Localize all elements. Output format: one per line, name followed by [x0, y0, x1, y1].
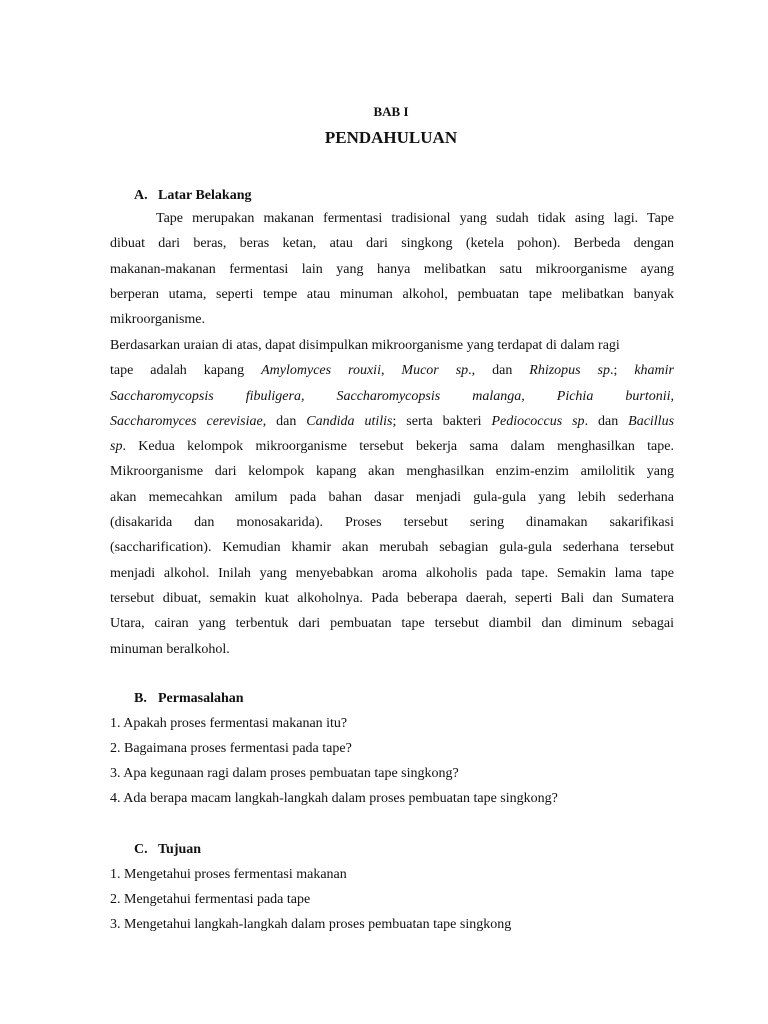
species-name: Rhizopus sp	[529, 363, 610, 379]
paragraph-line: (disakarida dan monosakarida). Proses tersebut sering dinamakan sakarifikasi	[110, 515, 674, 531]
paragraph-line: berperan utama, seperti tempe atau minuman alkohol, pembuatan tape melibatkan banyak	[110, 286, 674, 302]
section-b-title: Permasalahan	[158, 691, 244, 706]
list-item: 2. Mengetahui fermentasi pada tape	[110, 892, 311, 907]
species-name: Mucor sp	[401, 363, 469, 379]
paragraph-line	[110, 409, 674, 434]
paragraph-line	[110, 434, 674, 459]
paragraph-line: mikroorganisme.	[110, 312, 206, 328]
text-run: .;	[610, 363, 635, 379]
paragraph-1	[110, 206, 674, 332]
paragraph-line: Berdasarkan uraian di atas, dapat disimpulkan mikroorganisme yang terdapat di dalam ragi	[110, 338, 620, 353]
paragraph-line: Utara, cairan yang terbentuk dari pembuatan tape tersebut diambil dan diminum sebagai	[110, 616, 674, 632]
paragraph-line: dibuat dari beras, beras ketan, atau dari singkong (ketela pohon). Berbeda dengan	[110, 236, 674, 252]
list-item: 4. Ada berapa macam langkah-langkah dalam proses pembuatan tape singkong?	[110, 791, 558, 806]
paragraph-line: minuman beralkohol.	[110, 641, 230, 657]
paragraph-line: menjadi alkohol. Inilah yang menyebabkan aroma alkoholis pada tape. Semakin lama tape	[110, 565, 674, 581]
paragraph-line	[110, 384, 674, 409]
species-name: Saccharomyces cerevisiae	[110, 413, 263, 429]
text-run: . Kedua kelompok mikroorganisme tersebut bekerja sama dalam menghasilkan tape.	[122, 439, 674, 455]
section-a-heading	[134, 188, 251, 204]
paragraph-line: makanan-makanan fermentasi lain yang hanya melibatkan satu mikroorganisme ayang	[110, 261, 674, 277]
paragraph-line	[110, 358, 674, 383]
section-c-title: Tujuan	[158, 842, 202, 857]
section-a-title: Latar Belakang	[158, 188, 252, 203]
section-a-letter: A.	[134, 188, 148, 203]
paragraph-line: akan memecahkan amilum pada bahan dasar menjadi gula-gula yang lebih sederhana	[110, 489, 674, 505]
list-item: 3. Apa kegunaan ragi dalam proses pembuatan tape singkong?	[110, 766, 459, 781]
chapter-label: BAB I	[373, 104, 409, 119]
species-name: Saccharomycopsis fibuligera, Saccharomycopsis malanga, Pichia burtonii,	[110, 388, 674, 404]
paragraph-line: tersebut dibuat, semakin kuat alkoholnya. Pada beberapa daerah, seperti Bali dan Sumatera	[110, 590, 674, 606]
list-item: 3. Mengetahui langkah-langkah dalam proses pembuatan tape singkong	[110, 917, 512, 932]
paragraph-2	[110, 333, 674, 662]
species-name: Candida utilis	[306, 413, 393, 429]
list-item: 2. Bagaimana proses fermentasi pada tape?	[110, 741, 352, 756]
species-name: Amylomyces rouxii	[261, 363, 381, 379]
text-run: ,	[380, 363, 402, 379]
paragraph-line: Mikroorganisme dari kelompok kapang akan menghasilkan enzim-enzim amilolitik yang	[110, 464, 674, 480]
paragraph-line: Tape merupakan makanan fermentasi tradisional yang sudah tidak asing lagi. Tape	[156, 211, 674, 226]
list-item: 1. Mengetahui proses fermentasi makanan	[110, 867, 347, 882]
section-b-letter: B.	[134, 691, 147, 706]
chapter-title: PENDAHULUAN	[324, 128, 458, 147]
species-name: Bacillus	[628, 413, 675, 429]
text-run: tape adalah kapang	[110, 363, 262, 379]
species-name: khamir	[634, 363, 675, 379]
list-item: 1. Apakah proses fermentasi makanan itu?	[110, 716, 348, 731]
section-c-heading	[134, 842, 201, 858]
species-name: Pediococcus sp	[491, 413, 585, 429]
species-name: sp	[110, 439, 123, 455]
section-b-heading	[134, 691, 244, 707]
section-c-letter: C.	[134, 842, 148, 857]
text-run: , dan	[262, 413, 307, 429]
text-run: . dan	[584, 413, 629, 429]
paragraph-line: (saccharification). Kemudian khamir akan merubah sebagian gula-gula sederhana tersebut	[110, 540, 674, 556]
text-run: ; serta bakteri	[392, 413, 492, 429]
text-run: ., dan	[468, 363, 530, 379]
